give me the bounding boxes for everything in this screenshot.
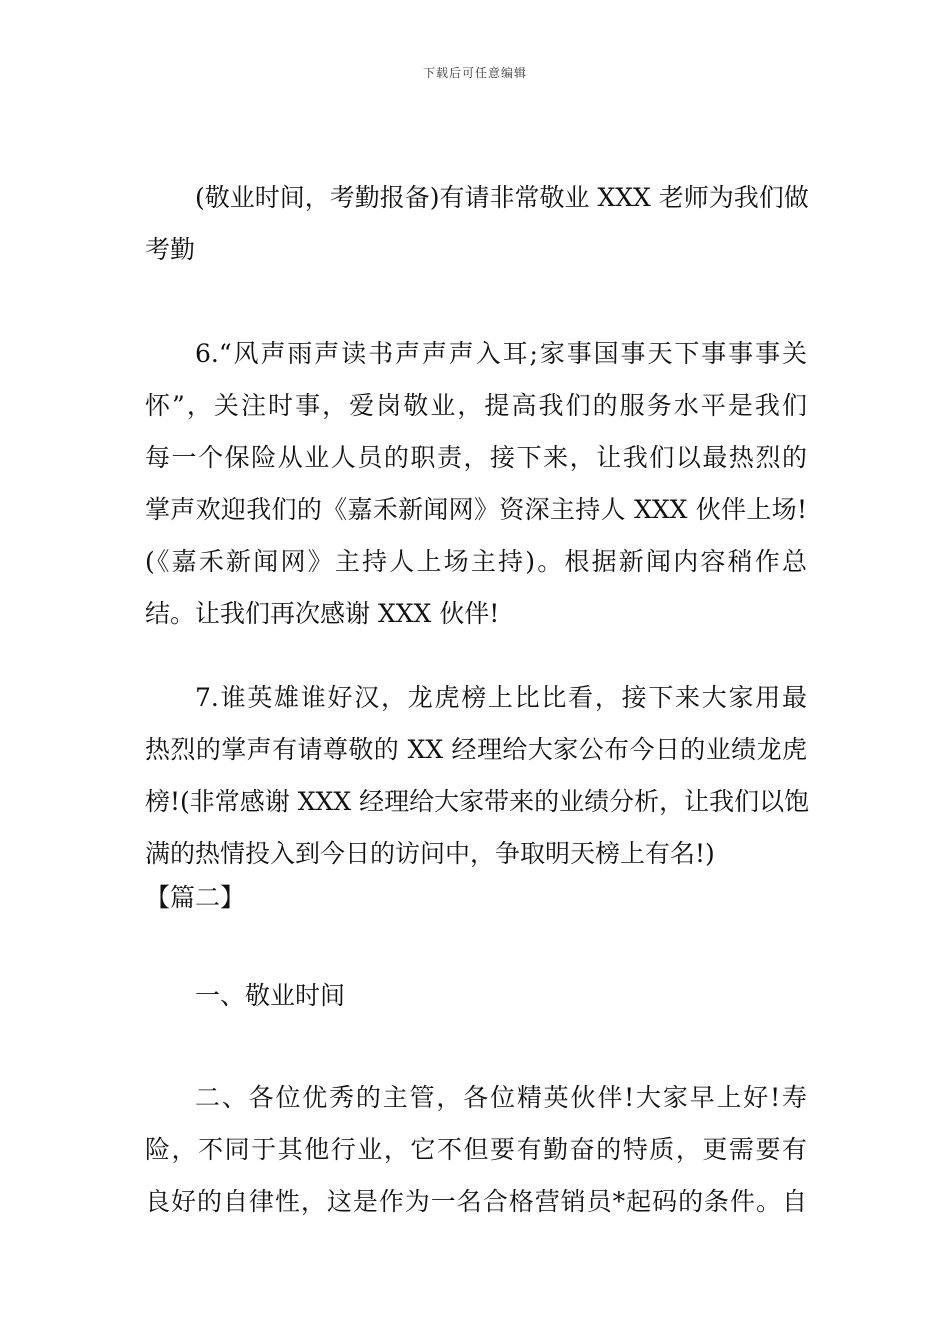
text-line: 榜!(非常感谢 XXX 经理给大家带来的业绩分析，让我们以饱 bbox=[145, 787, 810, 816]
text-line: (敬业时间，考勤报备)有请非常敬业 XXX 老师为我们做 bbox=[195, 183, 809, 212]
text-line: 结。让我们再次感谢 XXX 伙伴! bbox=[145, 599, 500, 628]
text-line: 6.“风声雨声读书声声声入耳;家事国事天下事事事关 bbox=[195, 339, 807, 368]
paragraph-item-2 bbox=[145, 1072, 807, 1228]
text-line: 二、各位优秀的主管，各位精英伙伴!大家早上好!寿 bbox=[195, 1083, 807, 1112]
section-title: 【篇二】 bbox=[145, 883, 246, 912]
text-line: 热烈的掌声有请尊敬的 XX 经理给大家公布今日的业绩龙虎 bbox=[145, 735, 807, 764]
text-line: 满的热情投入到今日的访问中，争取明天榜上有名!) bbox=[145, 839, 715, 868]
paragraph-attendance-report bbox=[145, 172, 807, 276]
paragraph-item-7 bbox=[145, 672, 810, 880]
page-header: 下载后可任意编辑 bbox=[422, 66, 527, 80]
text-line: 怀”，关注时事，爱岗敬业，提高我们的服务水平是我们 bbox=[145, 391, 807, 420]
text-line: 掌声欢迎我们的《嘉禾新闻网》资深主持人 XXX 伙伴上场! bbox=[145, 495, 807, 524]
text-line: 7.谁英雄谁好汉，龙虎榜上比比看，接下来大家用最 bbox=[195, 683, 807, 712]
text-line: 一、敬业时间 bbox=[195, 981, 346, 1010]
text-line: (《嘉禾新闻网》主持人上场主持)。根据新闻内容稍作总 bbox=[145, 547, 807, 576]
text-line: 考勤 bbox=[145, 235, 196, 264]
text-line: 险，不同于其他行业，它不但要有勤奋的特质，更需要有 bbox=[145, 1135, 807, 1164]
paragraph-dedication-time bbox=[145, 970, 807, 1022]
text-line: 良好的自律性，这是作为一名合格营销员*起码的条件。自 bbox=[145, 1187, 807, 1216]
text-line: 每一个保险从业人员的职责，接下来，让我们以最热烈的 bbox=[145, 443, 807, 472]
paragraph-item-6 bbox=[145, 328, 807, 640]
